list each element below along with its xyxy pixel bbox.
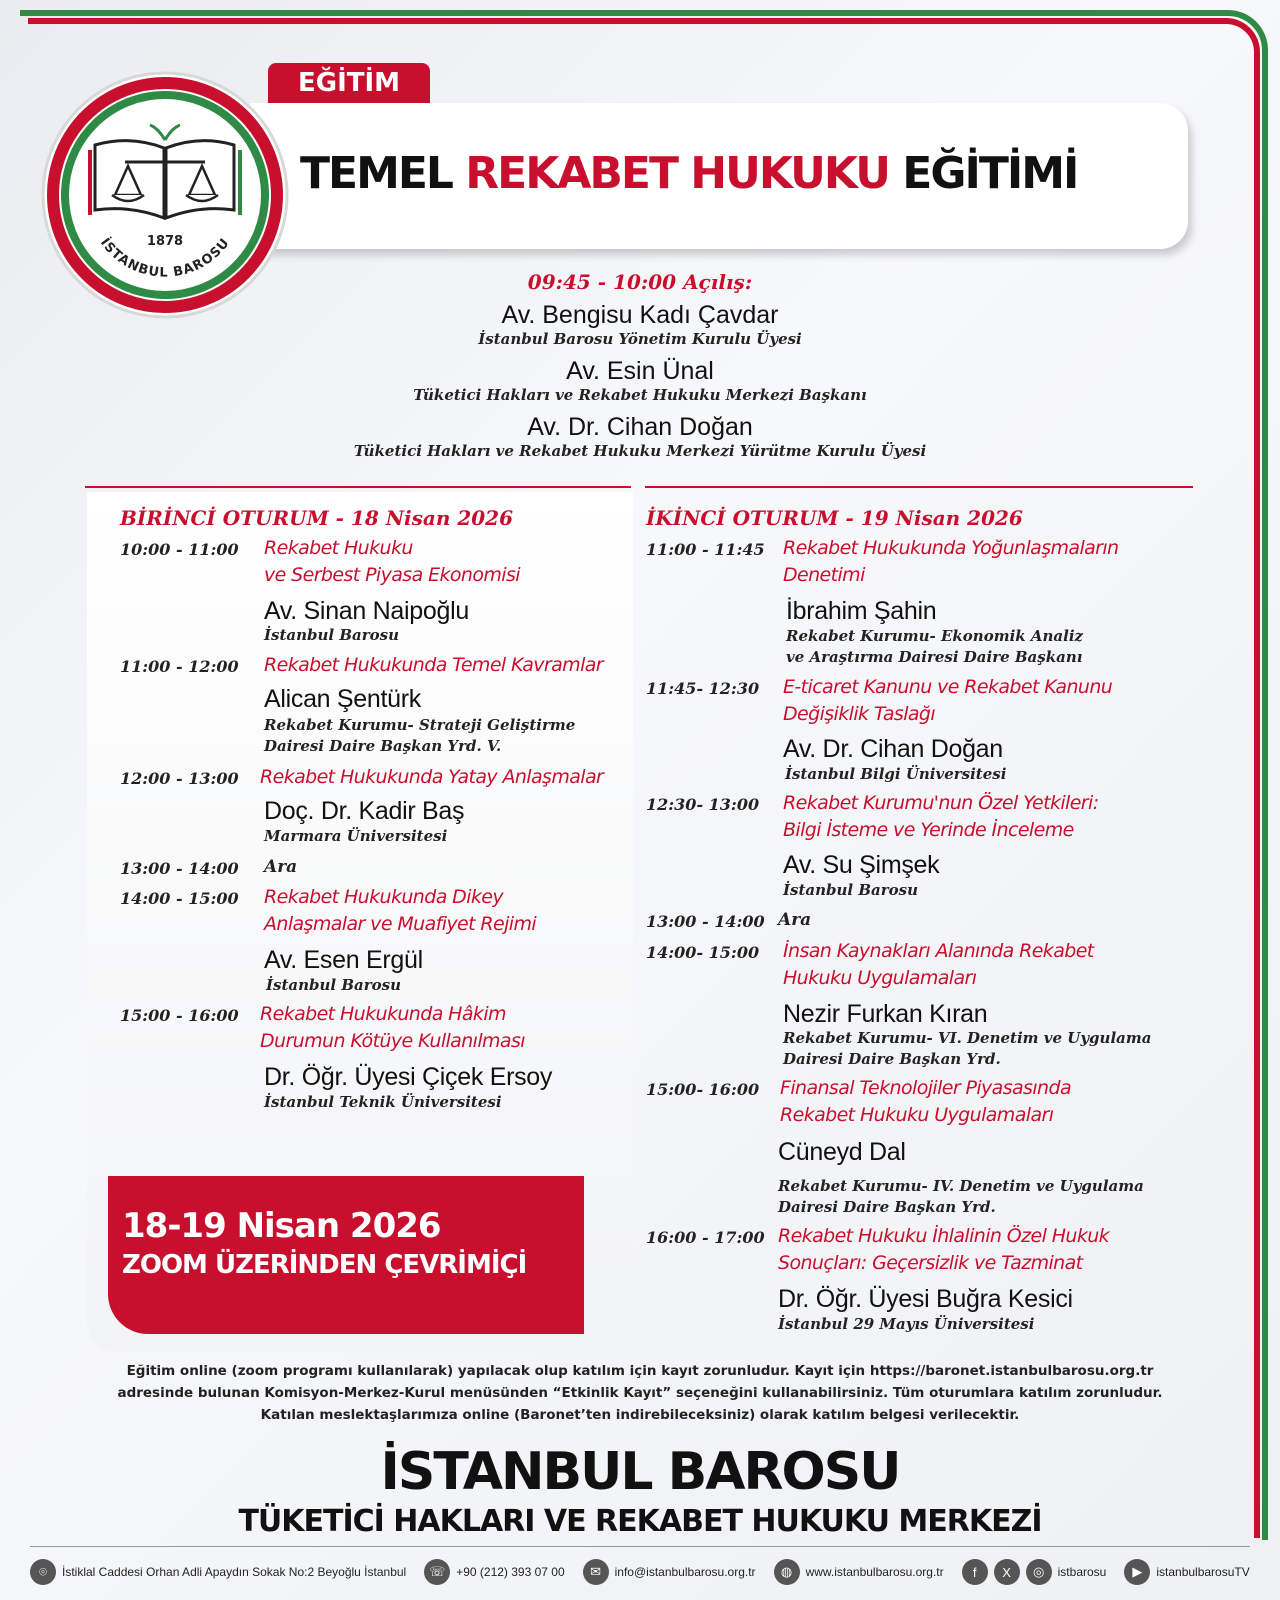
session1-institution: İstanbul Barosu	[264, 626, 399, 644]
session2-time: 15:00- 16:00	[646, 1080, 760, 1099]
title-part-2: REKABET HUKUKU	[465, 148, 889, 199]
session1-institution: Marmara Üniversitesi	[264, 827, 448, 845]
session2-break: Ara	[778, 910, 812, 930]
session2-time: 13:00 - 14:00	[646, 912, 765, 931]
opening-time: 09:45 - 10:00 Açılış:	[527, 270, 753, 294]
session2-speaker: İbrahim Şahin	[786, 597, 937, 625]
session2-speaker: Av. Su Şimşek	[783, 851, 940, 879]
session2-institution: İstanbul Barosu	[783, 881, 918, 899]
phone-icon: ☏	[424, 1559, 450, 1585]
opening-speaker-role: Tüketici Hakları ve Rekabet Hukuku Merkezi Yürütme Kurulu Üyesi	[353, 442, 927, 460]
session1-time: 11:00 - 12:00	[120, 657, 239, 676]
organization-name: İSTANBUL BAROSU	[380, 1442, 900, 1502]
title-part-1: TEMEL	[300, 148, 466, 199]
footer-divider	[30, 1546, 1250, 1547]
center-name: TÜKETİCİ HAKLARI VE REKABET HUKUKU MERKEZİ	[238, 1504, 1042, 1539]
session2-topic: Rekabet Hukukunda Yoğunlaşmaların Denetimi	[783, 537, 1119, 586]
registration-notice: Eğitim online (zoom programı kullanılarak) yapılacak olup katılım için kayıt zorunludur. Kayıt için https://baronet.istanbulbarosu.org.tr adresinde bulunan Komisyon-Merkez-Kurul menüsünden “Etkinlik Kayıt” seçeneğini kullanabilirsiniz. Tüm oturumlara katılım zorunludur. Katılan meslektaşlarımıza online (Baronet’ten indirebileceksiniz) olarak katılım belgesi verilecektir.	[117, 1363, 1163, 1423]
session1-topic: Rekabet Hukukunda Dikey Anlaşmalar ve Muafiyet Rejimi	[264, 886, 537, 935]
footer-youtube[interactable]: ▶ istanbulbarosuTV	[1124, 1559, 1249, 1585]
session2-time: 16:00 - 17:00	[646, 1228, 765, 1247]
footer-address: ⌾ İstiklal Caddesi Orhan Adli Apaydın Sokak No:2 Beyoğlu İstanbul	[30, 1559, 406, 1585]
session2-time: 12:30- 13:00	[646, 795, 760, 814]
session2-topic: Rekabet Kurumu'nun Özel Yetkileri: Bilgi İsteme ve Yerinde İnceleme	[783, 792, 1099, 841]
session1-title: BİRİNCİ OTURUM - 18 Nisan 2026	[120, 506, 513, 530]
session2-topic: Finansal Teknolojiler Piyasasında Rekabet Hukuku Uygulamaları	[780, 1077, 1071, 1126]
opening-speaker-role: Tüketici Hakları ve Rekabet Hukuku Merkezi Başkanı	[413, 386, 867, 404]
session1-speaker: Av. Esen Ergül	[264, 946, 423, 974]
youtube-icon: ▶	[1124, 1559, 1150, 1585]
footer-email[interactable]: ✉ info@istanbulbarosu.org.tr	[583, 1559, 756, 1585]
logo-year: 1878	[146, 234, 184, 249]
session1-speaker: Av. Sinan Naipoğlu	[264, 597, 469, 625]
session1-time: 13:00 - 14:00	[120, 859, 239, 878]
opening-speaker-role: İstanbul Barosu Yönetim Kurulu Üyesi	[478, 330, 802, 348]
session1-topic: Rekabet Hukukunda Hâkim Durumun Kötüye Kullanılması	[260, 1003, 525, 1052]
session1-institution: Rekabet Kurumu- Strateji Geliştirme Dairesi Daire Başkan Yrd. V.	[264, 716, 576, 755]
session1-institution: İstanbul Teknik Üniversitesi	[264, 1093, 502, 1111]
divider-left	[85, 486, 631, 488]
session2-institution: Rekabet Kurumu- IV. Denetim ve Uygulama Dairesi Daire Başkan Yrd.	[778, 1177, 1144, 1216]
session1-topic: Rekabet Hukukunda Temel Kavramlar	[264, 654, 604, 676]
opening-section	[250, 270, 1030, 468]
opening-speaker-name: Av. Bengisu Kadı Çavdar	[501, 301, 779, 329]
session1-topic: Rekabet Hukuku ve Serbest Piyasa Ekonomisi	[264, 537, 520, 586]
session2-time: 11:45- 12:30	[646, 679, 760, 698]
session1-institution: İstanbul Barosu	[266, 976, 401, 994]
zoom-info-box	[108, 1176, 584, 1334]
session2-time: 11:00 - 11:45	[646, 540, 765, 559]
x-icon[interactable]: X	[994, 1559, 1020, 1585]
session1-time: 14:00 - 15:00	[120, 889, 239, 908]
session2-institution: Rekabet Kurumu- Ekonomik Analiz ve Araştırma Dairesi Daire Başkanı	[786, 627, 1084, 666]
location-pin-icon: ⌾	[30, 1559, 56, 1585]
session1-speaker: Dr. Öğr. Üyesi Çiçek Ersoy	[264, 1063, 553, 1091]
envelope-icon: ✉	[583, 1559, 609, 1585]
footer-phone[interactable]: ☏ +90 (212) 393 07 00	[424, 1559, 564, 1585]
facebook-icon[interactable]: f	[962, 1559, 988, 1585]
session1-speaker: Doç. Dr. Kadir Baş	[264, 797, 465, 825]
title-part-3: EĞİTİMİ	[888, 148, 1078, 199]
session2-time: 14:00- 15:00	[646, 943, 760, 962]
session2-speaker: Dr. Öğr. Üyesi Buğra Kesici	[778, 1285, 1073, 1313]
footer-web[interactable]: ◍ www.istanbulbarosu.org.tr	[774, 1559, 944, 1585]
session2-topic: İnsan Kaynakları Alanında Rekabet Hukuku Uygulamaları	[783, 940, 1094, 989]
session1-topic: Rekabet Hukukunda Yatay Anlaşmalar	[260, 766, 604, 788]
globe-icon: ◍	[774, 1559, 800, 1585]
session2-institution: İstanbul 29 Mayıs Üniversitesi	[778, 1315, 1035, 1333]
session2-speaker: Nezir Furkan Kıran	[783, 1000, 988, 1028]
opening-speaker-name: Av. Esin Ünal	[566, 357, 714, 385]
divider-right	[645, 486, 1193, 488]
session2-speaker: Av. Dr. Cihan Doğan	[783, 735, 1003, 763]
session1-time: 12:00 - 13:00	[120, 769, 239, 788]
zoom-date: 18-19 Nisan 2026	[122, 1206, 441, 1246]
session2-topic: E-ticaret Kanunu ve Rekabet Kanunu Değişiklik Taslağı	[783, 676, 1113, 725]
session1-break: Ara	[264, 857, 298, 877]
instagram-icon[interactable]: ◎	[1026, 1559, 1052, 1585]
session2-title: İKİNCİ OTURUM - 19 Nisan 2026	[646, 506, 1023, 530]
session2-institution: İstanbul Bilgi Üniversitesi	[785, 765, 1007, 783]
session2-speaker: Cüneyd Dal	[778, 1138, 906, 1166]
page-title	[300, 148, 1077, 199]
session1-time: 15:00 - 16:00	[120, 1006, 239, 1025]
footer-social[interactable]: f X ◎ istbarosu	[962, 1559, 1107, 1585]
footer	[30, 1554, 1260, 1590]
zoom-text: ZOOM ÜZERİNDEN ÇEVRİMİÇİ	[122, 1250, 527, 1280]
logo-name: İSTANBUL BAROSU	[97, 235, 234, 281]
session2-institution: Rekabet Kurumu- VI. Denetim ve Uygulama Dairesi Daire Başkan Yrd.	[783, 1029, 1152, 1068]
session2-topic: Rekabet Hukuku İhlalinin Özel Hukuk Sonuçları: Geçersizlik ve Tazminat	[778, 1225, 1110, 1274]
session1-time: 10:00 - 11:00	[120, 540, 239, 559]
opening-speaker-name: Av. Dr. Cihan Doğan	[527, 413, 753, 441]
category-tag: EĞİTİM	[268, 63, 430, 103]
session1-speaker: Alican Şentürk	[264, 685, 421, 713]
